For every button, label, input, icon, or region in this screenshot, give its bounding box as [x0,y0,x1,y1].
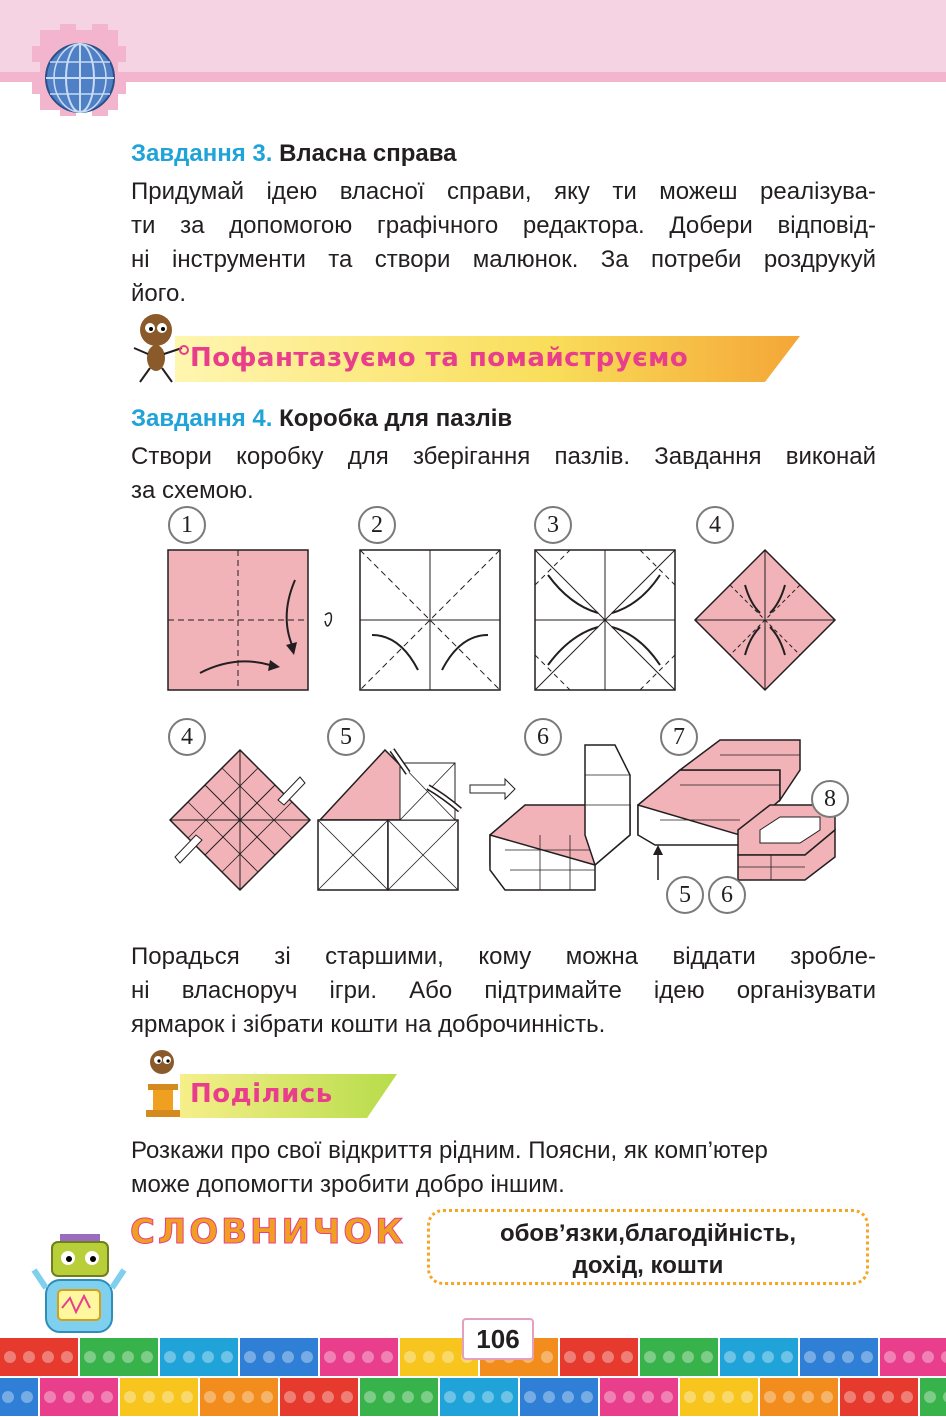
lego-stud [762,1351,774,1363]
lego-stud [682,1351,694,1363]
lego-stud [581,1391,593,1403]
lego-stud [322,1391,334,1403]
lego-stud [724,1351,736,1363]
lego-stud [764,1391,776,1403]
lego-stud [2,1391,14,1403]
lego-stud [644,1351,656,1363]
lego-stud [242,1391,254,1403]
page-number: 106 [462,1318,534,1360]
lego-stud [4,1351,16,1363]
step-number-6: 6 [524,718,562,756]
lego-stud [781,1351,793,1363]
lego-stud [261,1391,273,1403]
task4-line: за схемою. [131,477,254,504]
dictionary-title: СЛОВНИЧОК [130,1212,407,1252]
lego-stud [263,1351,275,1363]
lego-stud [381,1351,393,1363]
header-band [0,0,946,72]
lego-stud [623,1391,635,1403]
lego-stud [924,1391,936,1403]
lego-stud [282,1351,294,1363]
lego-stud [364,1391,376,1403]
step4-diamond-top [695,550,835,690]
lego-stud [202,1351,214,1363]
lego-stud [802,1391,814,1403]
task3-number: Завдання 3. [131,140,273,167]
advice-text [131,940,876,1042]
lego-stud [804,1351,816,1363]
lego-stud [383,1391,395,1403]
lego-stud [21,1391,33,1403]
lego-stud [124,1391,136,1403]
lego-stud [103,1351,115,1363]
lego-stud [84,1351,96,1363]
lego-stud [143,1391,155,1403]
task4-text [131,440,876,508]
origami-diagram [160,505,880,920]
lego-stud [821,1391,833,1403]
lego-stud [244,1351,256,1363]
lego-stud [583,1351,595,1363]
lego-stud [421,1391,433,1403]
step6-box [490,745,630,890]
ant-scissors-icon [128,308,190,388]
lego-stud [922,1351,934,1363]
step4-diamond-bottom [170,750,310,890]
lego-stud [284,1391,296,1403]
lego-stud [362,1351,374,1363]
task3-heading [131,140,457,168]
lego-stud [303,1391,315,1403]
step-number-3: 3 [534,506,572,544]
step-number-8: 8 [811,780,849,818]
lego-stud [402,1391,414,1403]
task3-line: ні інструменти та створи малюнок. За потреби роздрукуй [131,246,876,273]
lego-stud [444,1391,456,1403]
header-line [0,72,946,82]
lego-stud [562,1391,574,1403]
lego-stud [842,1351,854,1363]
lego-stud [783,1391,795,1403]
step-number-4: 4 [696,506,734,544]
advice-line: Порадься зі старшими, кому можна віддати зробле- [131,943,876,970]
task3-line: ти за допомогою графічного редактора. Добери відповід- [131,212,876,239]
step-number-6b: 6 [708,876,746,914]
task4-number: Завдання 4. [131,405,273,432]
lego-stud [663,1351,675,1363]
task4-title: Коробка для пазлів [279,405,513,432]
lego-stud [703,1391,715,1403]
lego-stud [181,1391,193,1403]
step-number-5b: 5 [666,876,704,914]
lego-stud [164,1351,176,1363]
share-text [131,1134,876,1202]
dictionary-box [427,1209,869,1285]
lego-stud [141,1351,153,1363]
lego-stud [621,1351,633,1363]
lego-stud [23,1351,35,1363]
advice-line: ярмарок і зібрати кошти на доброчинність. [131,1011,606,1038]
lego-stud [101,1391,113,1403]
lego-stud [602,1351,614,1363]
step-number-5: 5 [327,718,365,756]
lego-stud [901,1391,913,1403]
lego-stud [604,1391,616,1403]
lego-stud [501,1391,513,1403]
task3-line: Придумай ідею власної справи, яку ти можеш реалізува- [131,178,876,205]
lego-stud [642,1391,654,1403]
step-number-4b: 4 [168,718,206,756]
lego-stud [884,1351,896,1363]
task3-text [131,175,876,311]
step-number-2: 2 [358,506,396,544]
task4-line: Створи коробку для зберігання пазлів. Завдання виконай [131,443,876,470]
advice-line: ні власноруч ігри. Або підтримайте ідею організувати [131,977,876,1004]
step5-box [318,750,515,890]
lego-stud [42,1351,54,1363]
lego-stud [684,1391,696,1403]
lego-stud [404,1351,416,1363]
task4-heading [131,405,512,433]
lego-stud [543,1391,555,1403]
lego-stud [61,1351,73,1363]
lego-stud [701,1351,713,1363]
share-line: може допомогти зробити добро іншим. [131,1171,565,1198]
share-line: Розкажи про свої відкриття рідним. Поясни, як комп’ютер [131,1137,768,1164]
lego-stud [541,1351,553,1363]
lego-stud [204,1391,216,1403]
lego-stud [122,1351,134,1363]
lego-stud [722,1391,734,1403]
lego-stud [903,1351,915,1363]
task3-line: його. [131,280,186,307]
lego-stud [661,1391,673,1403]
ant-podium-icon [138,1046,188,1121]
lego-stud [223,1391,235,1403]
lego-stud [741,1391,753,1403]
lego-stud [63,1391,75,1403]
lego-stud [162,1391,174,1403]
lego-stud [442,1351,454,1363]
lego-stud [844,1391,856,1403]
lego-stud [524,1391,536,1403]
step-number-1: 1 [168,506,206,544]
lego-stud [463,1391,475,1403]
step2-square [360,550,500,690]
lego-stud [482,1391,494,1403]
dictionary-words-line1: обов’язки,благодійність, [499,1220,797,1247]
lego-stud [743,1351,755,1363]
banner2-text: Поділись [190,1079,333,1109]
lego-stud [324,1351,336,1363]
lego-stud [861,1351,873,1363]
step1-square [168,550,331,690]
dictionary-words-line2: дохід, кошти [572,1252,724,1279]
lego-stud [44,1391,56,1403]
lego-stud [183,1351,195,1363]
banner1-text: Пофантазуємо та помайструємо [190,343,689,373]
lego-stud [564,1351,576,1363]
lego-stud [882,1391,894,1403]
lego-stud [423,1351,435,1363]
lego-stud [343,1351,355,1363]
lego-stud [221,1351,233,1363]
step-number-7: 7 [660,718,698,756]
lego-stud [341,1391,353,1403]
step3-square [535,550,675,690]
lego-stud [301,1351,313,1363]
globe-icon [20,20,140,135]
lego-stud [863,1391,875,1403]
task3-title: Власна справа [279,140,457,167]
robot-icon [28,1228,128,1338]
lego-stud [82,1391,94,1403]
lego-stud [823,1351,835,1363]
